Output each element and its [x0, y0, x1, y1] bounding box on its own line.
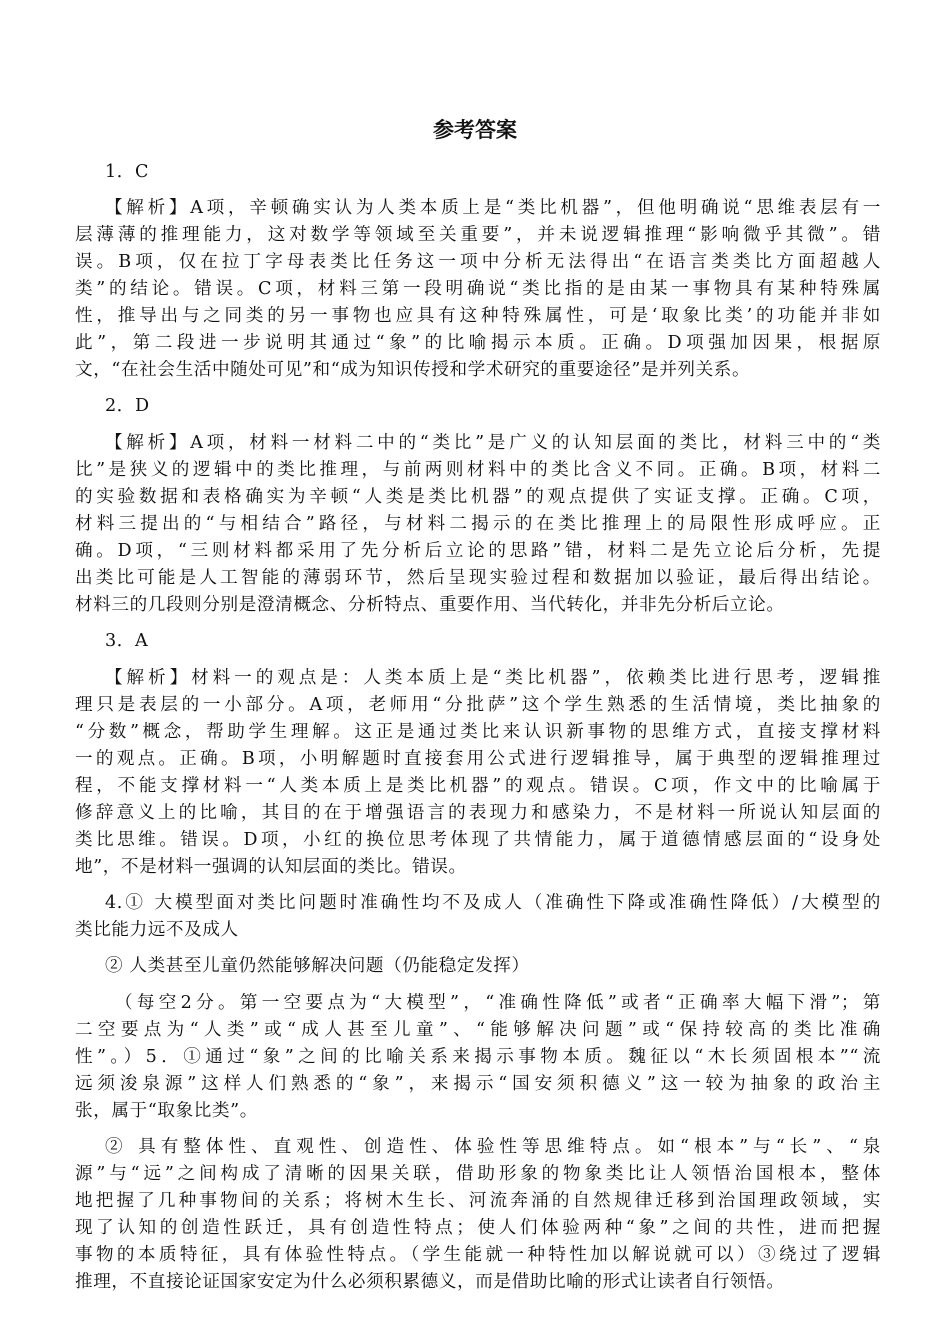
answer-number-3: 3．A — [105, 631, 149, 651]
text-line-content: 确。D项，“三则材料都采用了先分析后立论的思路”错，材料二是先立论后分析，先提 — [75, 541, 881, 561]
text-line-content: 层薄薄的推理能力，这对数学等领域至关重要”，并未说逻辑推理“影响微乎其微”。错 — [75, 225, 881, 245]
text-line-content: 性”。）5．①通过“象”之间的比喻关系来揭示事物本质。魏征以“木长须固根本”“流 — [75, 1047, 881, 1067]
text-line: ② 人类甚至儿童仍然能够解决问题（仍能稳定发挥） — [105, 956, 530, 976]
text-line — [75, 720, 881, 744]
text-line-content: 的实验数据和表格确实为辛顿“人类是类比机器”的观点提供了实证支撑。正确。C项， — [75, 487, 881, 507]
text-line-content: 文，“在社会生活中随处可见”和“成为知识传授和学术研究的重要途径”是并列关系。 — [75, 360, 751, 380]
text-line — [75, 458, 881, 482]
text-line-content: 比”是狭义的逻辑中的类比推理，与前两则材料中的类比含义不同。正确。B项，材料二 — [75, 460, 881, 480]
text-line-content: 类比能力远不及成人 — [75, 920, 239, 940]
text-line — [75, 918, 881, 942]
text-line-content: （每空2分。第一空要点为“大模型”，“准确性降低”或者“正确率大幅下滑”；第 — [115, 993, 881, 1013]
text-line — [75, 774, 881, 798]
text-line — [75, 1162, 881, 1186]
text-line-content: 源”与“远”之间构成了清晰的因果关联，借助形象的物象类比让人领悟治国根本，整体 — [75, 1164, 881, 1184]
text-line — [75, 1099, 881, 1123]
text-line — [75, 801, 881, 825]
text-line-content: 类比思维。错误。D项，小红的换位思考体现了共情能力，属于道德情感层面的“设身处 — [75, 830, 881, 850]
text-line-content: 远须浚泉源”这样人们熟悉的“象”，来揭示“国安须积德义”这一较为抽象的政治主 — [75, 1074, 881, 1094]
text-line — [105, 1135, 881, 1159]
text-line — [75, 855, 881, 879]
text-line — [75, 277, 881, 301]
text-line — [75, 1243, 881, 1267]
text-line-content: 【解析】材料一的观点是：人类本质上是“类比机器”，依赖类比进行思考，逻辑推 — [105, 668, 881, 688]
text-line — [75, 485, 881, 509]
text-line-content: 事物的本质特征，具有体验性特点。（学生能就一种特性加以解说就可以）③绕过了逻辑 — [75, 1245, 881, 1265]
text-line-content: 二空要点为“人类”或“成人甚至儿童”、“能够解决问题”或“保持较高的类比准确 — [75, 1020, 881, 1040]
text-line-content: 类”的结论。错误。C项，材料三第一段明确说“类比指的是由某一事物具有某种特殊属 — [75, 279, 881, 299]
text-line — [75, 331, 881, 355]
text-line-content: 材料三提出的“与相结合”路径，与材料二揭示的在类比推理上的局限性形成呼应。正 — [75, 514, 881, 534]
text-line — [75, 539, 881, 563]
text-line — [75, 1018, 881, 1042]
text-line — [75, 828, 881, 852]
text-line — [75, 304, 881, 328]
text-line — [75, 747, 881, 771]
text-line-content: 现了认知的创造性跃迁，具有创造性特点；使人们体验两种“象”之间的共性，进而把握 — [75, 1218, 881, 1238]
text-line-content: 地”，不是材料一强调的认知层面的类比。错误。 — [75, 857, 467, 877]
text-line-content: 性，推导出与之同类的另一事物也应具有这种特殊属性，可是‘取象比类’的功能并非如 — [75, 306, 881, 326]
text-line — [75, 1189, 881, 1213]
text-line-content: 此”，第二段进一步说明其通过“象”的比喻揭示本质。正确。D项强加因果，根据原 — [75, 333, 881, 353]
text-line-content: 【解析】A项，辛顿确实认为人类本质上是“类比机器”，但他明确说“思维表层有一 — [105, 198, 881, 218]
text-line — [105, 666, 881, 690]
text-line-content: “分数”概念，帮助学生理解。这正是通过类比来认识新事物的思维方式，直接支撑材料 — [75, 722, 881, 742]
text-line — [75, 358, 881, 382]
text-line — [75, 1072, 881, 1096]
text-line-content: 张，属于“取象比类”。 — [75, 1101, 258, 1121]
page-title: 参考答案 — [433, 118, 517, 142]
text-line — [105, 891, 881, 915]
text-line-content: 推理，不直接论证国家安定为什么必须积累德义，而是借助比喻的形式让读者自行领悟。 — [75, 1272, 785, 1292]
text-line-content: 修辞意义上的比喻，其目的在于增强语言的表现力和感染力，不是材料一所说认知层面的 — [75, 803, 881, 823]
text-line — [75, 512, 881, 536]
text-line — [105, 431, 881, 455]
text-line — [75, 223, 881, 247]
answer-number-2: 2．D — [105, 396, 150, 416]
text-line — [75, 1045, 881, 1069]
text-line — [105, 196, 881, 220]
text-line — [75, 1216, 881, 1240]
text-line — [75, 1270, 881, 1294]
text-line-content: 理只是表层的一小部分。A项，老师用“分批萨”这个学生熟悉的生活情境，类比抽象的 — [75, 695, 881, 715]
text-line-content: 【解析】A项，材料一材料二中的“类比”是广义的认知层面的类比，材料三中的“类 — [105, 433, 881, 453]
text-line-content: 出类比可能是人工智能的薄弱环节，然后呈现实验过程和数据加以验证，最后得出结论。 — [75, 568, 881, 588]
text-line-content: 误。B项，仅在拉丁字母表类比任务这一项中分析无法得出“在语言类类比方面超越人 — [75, 252, 881, 272]
text-line-content: 地把握了几种事物间的关系；将树木生长、河流奔涌的自然规律迁移到治国理政领域，实 — [75, 1191, 881, 1211]
text-line — [115, 991, 881, 1015]
answer-number-1: 1．C — [105, 162, 150, 182]
text-line-content: 4.① 大模型面对类比问题时准确性均不及成人（准确性下降或准确性降低）/大模型的 — [105, 893, 881, 913]
text-line — [75, 250, 881, 274]
text-line-content: ② 具有整体性、直观性、创造性、体验性等思维特点。如“根本”与“长”、“泉 — [105, 1137, 881, 1157]
text-line-content: 材料三的几段则分别是澄清概念、分析特点、重要作用、当代转化，并非先分析后立论。 — [75, 595, 785, 615]
text-line — [75, 593, 881, 617]
text-line — [75, 693, 881, 717]
text-line-content: 程，不能支撑材料一“人类本质上是类比机器”的观点。错误。C项，作文中的比喻属于 — [75, 776, 881, 796]
text-line-content: 一的观点。正确。B项，小明解题时直接套用公式进行逻辑推导，属于典型的逻辑推理过 — [75, 749, 881, 769]
text-line — [75, 566, 881, 590]
